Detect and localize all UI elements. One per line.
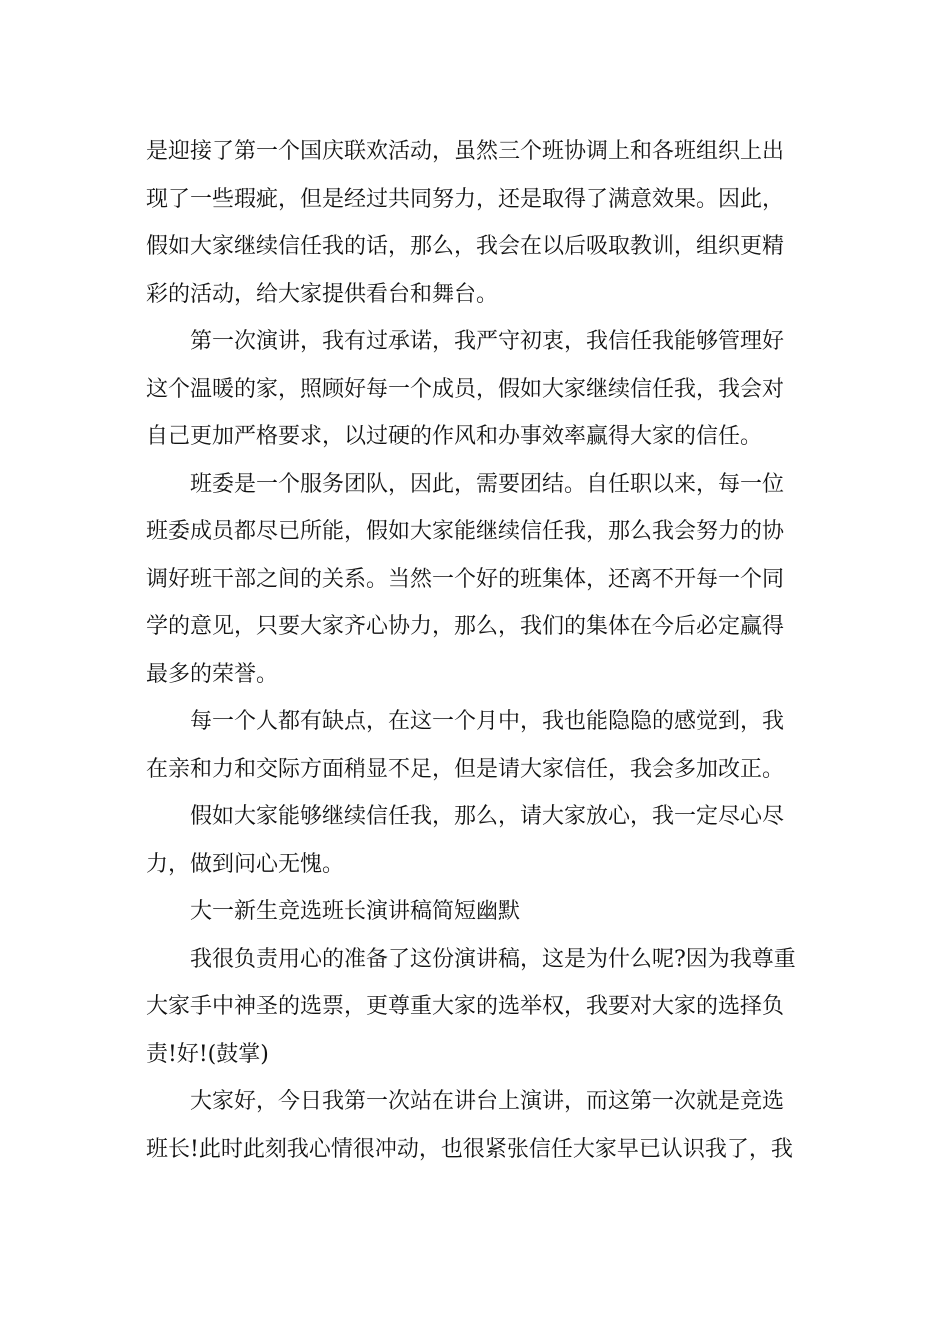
text-line: 责!好!(鼓掌) [146, 1041, 269, 1067]
text-line: 大家手中神圣的选票，更尊重大家的选举权，我要对大家的选择负 [146, 994, 785, 1019]
text-line: 每一个人都有缺点，在这一个月中，我也能隐隐的感觉到，我 [190, 709, 785, 734]
text-line: 学的意见，只要大家齐心协力，那么，我们的集体在今后必定赢得 [146, 614, 785, 639]
text-line: 彩的活动，给大家提供看台和舞台。 [146, 281, 499, 307]
text-line: 假如大家继续信任我的话，那么，我会在以后吸取教训，组织更精 [146, 234, 785, 259]
text-line: 班委是一个服务团队，因此，需要团结。自任职以来，每一位 [190, 471, 785, 497]
text-line: 班长!此时此刻我心情很冲动，也很紧张信任大家早已认识我了，我 [146, 1136, 793, 1162]
text-line: 第一次演讲，我有过承诺，我严守初衷，我信任我能够管理好 [190, 329, 785, 354]
text-line: 我很负责用心的准备了这份演讲稿，这是为什么呢?因为我尊重 [190, 946, 796, 972]
text-line: 大一新生竞选班长演讲稿简短幽默 [190, 899, 521, 924]
text-line: 现了一些瑕疵，但是经过共同努力，还是取得了满意效果。因此， [146, 186, 785, 212]
text-line: 调好班干部之间的关系。当然一个好的班集体，还离不开每一个同 [146, 566, 785, 592]
text-line: 是迎接了第一个国庆联欢活动，虽然三个班协调上和各班组织上出 [146, 139, 785, 164]
text-line: 最多的荣誉。 [146, 661, 279, 687]
text-line: 大家好，今日我第一次站在讲台上演讲，而这第一次就是竞选 [190, 1089, 785, 1114]
text-line: 这个温暖的家，照顾好每一个成员，假如大家继续信任我，我会对 [146, 376, 785, 402]
text-line: 班委成员都尽已所能，假如大家能继续信任我，那么我会努力的协 [146, 519, 785, 544]
text-line: 在亲和力和交际方面稍显不足，但是请大家信任，我会多加改正。 [146, 756, 785, 782]
text-line: 假如大家能够继续信任我，那么，请大家放心，我一定尽心尽 [190, 804, 785, 829]
document-body [146, 128, 806, 1173]
text-line: 自己更加严格要求，以过硬的作风和办事效率赢得大家的信任。 [146, 424, 763, 449]
text-line: 力，做到问心无愧。 [146, 851, 345, 877]
